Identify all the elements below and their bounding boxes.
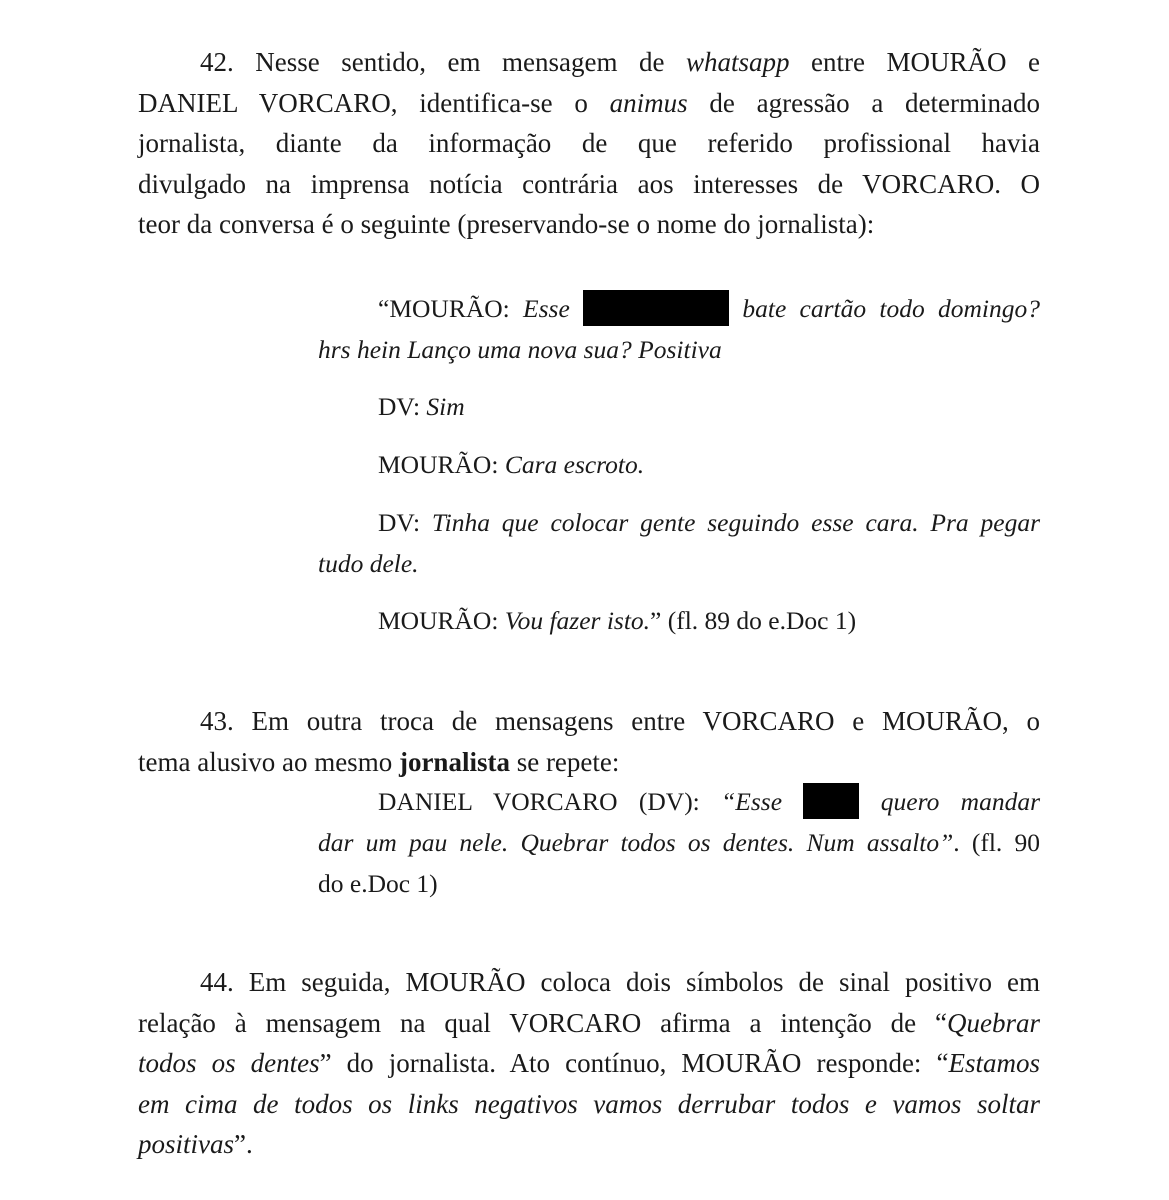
p42-line-3: jornalista, diante da informação de que referido profissional havia (138, 128, 1040, 158)
quote1-dv-sim (378, 386, 465, 427)
speaker-label: DANIEL VORCARO (DV): (378, 787, 722, 816)
quote1-line-6 (318, 543, 1040, 584)
p43-bold-jornalista: jornalista (398, 746, 510, 777)
p42-line-2 (138, 83, 1040, 124)
p42-text: DANIEL VORCARO, identifica-se o (138, 87, 610, 118)
quote2-line-2 (318, 822, 1040, 863)
quote-text: tudo dele. (318, 549, 419, 578)
speaker-label: MOURÃO: (378, 606, 505, 635)
p44-line-5 (138, 1124, 1040, 1165)
p44-line-3 (138, 1043, 1040, 1084)
p44-italic: positivas (138, 1129, 235, 1159)
speaker-label: DV: (378, 508, 432, 537)
p42-number: 42. (200, 47, 234, 77)
quote-block-2 (318, 781, 1040, 904)
p42-italic-animus: animus (609, 87, 688, 118)
quote-text: “Esse (721, 787, 783, 816)
quote-text: quero mandar (880, 787, 1041, 816)
p43-number: 43. (200, 706, 234, 736)
p42-text: entre MOURÃO e (789, 47, 1041, 77)
quote2-line-3: do e.Doc 1) (318, 869, 438, 899)
p43-text: Em outra troca de mensagens entre VORCARO e MOURÃO, o (251, 706, 1040, 736)
speaker-label: DV: (378, 392, 427, 421)
p42-text: Nesse sentido, em mensagem de (255, 47, 686, 77)
p42-line-4: divulgado na imprensa notícia contrária aos interesses de VORCARO. O (138, 168, 1040, 199)
quote-text: Cara escroto. (504, 450, 645, 479)
quote1-mourao-cara (378, 444, 644, 485)
p43-text: tema alusivo ao mesmo (138, 746, 399, 777)
p44-italic: todos os dentes (138, 1048, 320, 1078)
p44-text: ”. (234, 1129, 253, 1159)
open-quote: “ (378, 294, 390, 323)
p43-text: se repete: (509, 746, 620, 777)
citation: ” (fl. 89 do e.Doc 1) (650, 606, 857, 635)
quote-text: Sim (426, 392, 465, 421)
p44-italic: Quebrar (947, 1007, 1040, 1038)
quote-block-1 (318, 288, 1040, 370)
quote1-mourao-vou (378, 600, 856, 641)
paragraph-43 (138, 701, 1040, 782)
quote-text: hrs hein Lanço uma nova sua? Positiva (318, 335, 722, 365)
p42-line-5: teor da conversa é o seguinte (preservando-se o nome do jornalista): (138, 209, 875, 239)
p44-number: 44. (200, 967, 234, 997)
p44-text: ” do jornalista. Ato contínuo, MOURÃO responde: “ (319, 1048, 949, 1078)
p42-italic-whatsapp: whatsapp (685, 47, 790, 77)
quote-text: bate cartão todo domingo? (742, 294, 1041, 323)
p44-italic: em cima de todos os links negativos vamos derrubar todos e vamos soltar (138, 1088, 1040, 1119)
quote-text: Esse (523, 294, 570, 323)
redaction-bar (803, 783, 859, 819)
quote-text: Vou fazer isto. (504, 606, 651, 635)
speaker-label: MOURÃO: (378, 450, 505, 479)
quote1-line-1 (318, 288, 1040, 329)
p44-line-1 (138, 962, 1040, 1003)
paragraph-42 (138, 42, 1040, 245)
p43-line-2 (138, 742, 1040, 783)
redaction-bar (583, 290, 729, 326)
p42-line-1 (138, 42, 1040, 83)
p42-text: de agressão a determinado (687, 87, 1041, 118)
quote-text: dar um pau nele. Quebrar todos os dentes. Num assalto” (318, 828, 954, 858)
p44-text: relação à mensagem na qual VORCARO afirma a intenção de “ (138, 1007, 947, 1038)
citation: . (fl. 90 (953, 828, 1040, 858)
quote2-line-1 (318, 781, 1040, 822)
p44-text: Em seguida, MOURÃO coloca dois símbolos de sinal positivo em (248, 967, 1041, 997)
quote1-dv-tinha (318, 502, 1040, 584)
p44-italic: Estamos (948, 1048, 1040, 1078)
p44-line-4 (138, 1084, 1040, 1125)
p43-line-1 (138, 701, 1040, 742)
quote-text: Tinha que colocar gente seguindo esse cara. Pra pegar (431, 508, 1040, 537)
quote1-line-2 (318, 329, 1040, 370)
p44-line-2 (138, 1003, 1040, 1044)
paragraph-44 (138, 962, 1040, 1165)
speaker-label: MOURÃO: (389, 294, 524, 323)
quote1-line-5 (318, 502, 1040, 543)
